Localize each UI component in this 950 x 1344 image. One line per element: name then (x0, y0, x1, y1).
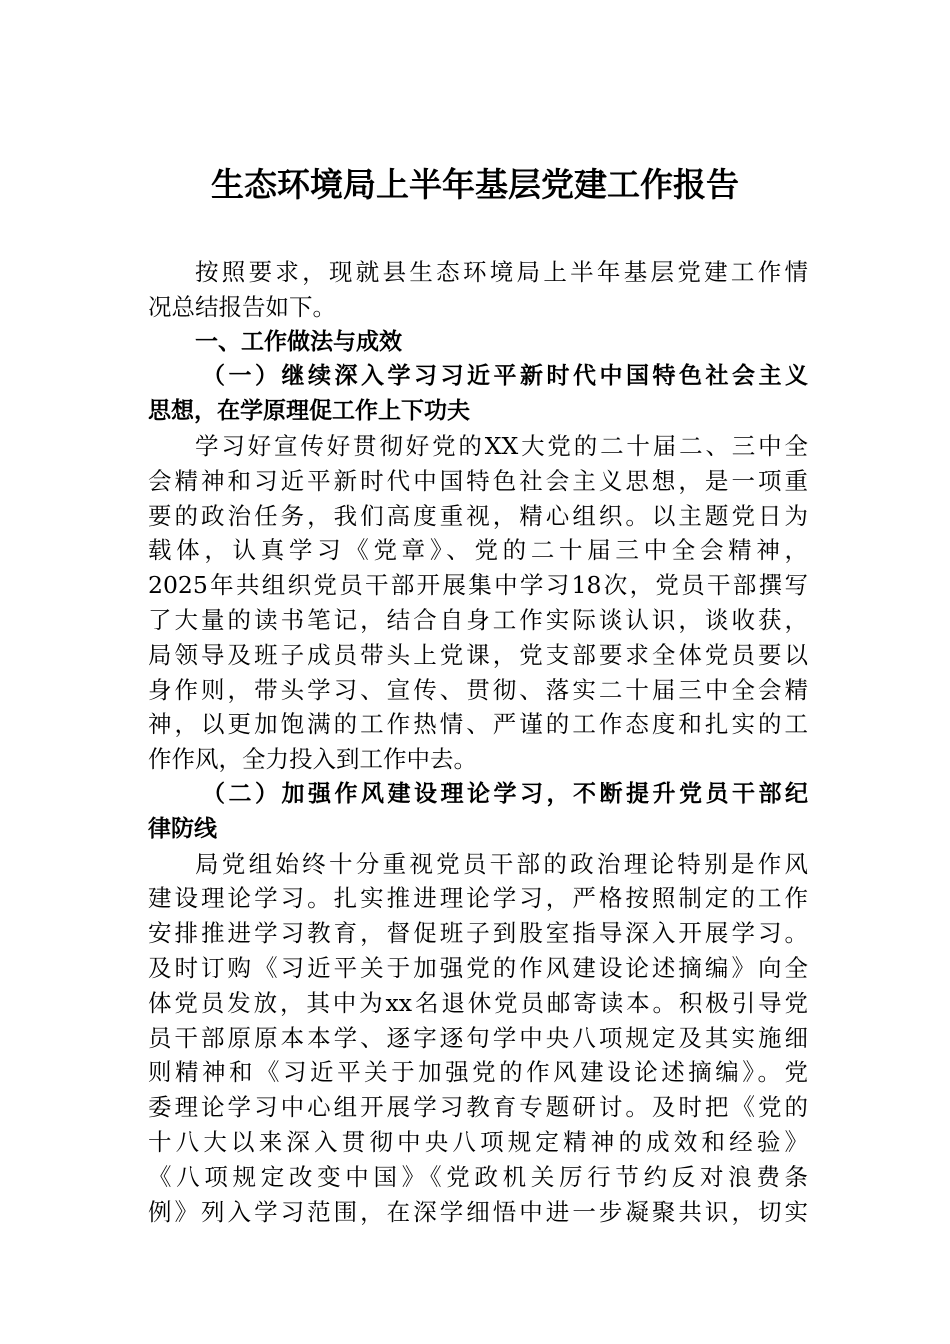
document-body (148, 255, 808, 1229)
paragraph-line: 例》列入学习范围，在深学细悟中进一步凝聚共识，切实 (148, 1197, 808, 1226)
paragraph-line: 委理论学习中心组开展学习教育专题研讨。及时把《党的 (148, 1093, 808, 1122)
paragraph-line: 局领导及班子成员带头上党课，党支部要求全体党员要以 (148, 640, 808, 669)
paragraph-line: 则精神和《习近平关于加强党的作风建设论述摘编》。党 (148, 1058, 808, 1087)
paragraph-line: 了大量的读书笔记，结合自身工作实际谈认识，谈收获， (148, 605, 808, 634)
paragraph-line: 2025年共组织党员干部开展集中学习18次，党员干部撰写 (148, 571, 808, 600)
subsection-heading: 律防线 (148, 814, 217, 842)
intro-line: 况总结报告如下。 (148, 292, 336, 321)
paragraph-line: 学习好宣传好贯彻好党的XX大党的二十届二、三中全 (195, 431, 808, 460)
paragraph-line: 神，以更加饱满的工作热情、严谨的工作态度和扎实的工 (148, 710, 808, 739)
paragraph-line: 局党组始终十分重视党员干部的政治理论特别是作风 (195, 849, 808, 878)
paragraph-line: 体党员发放，其中为xx名退休党员邮寄读本。积极引导党 (148, 988, 808, 1017)
paragraph-line: 会精神和习近平新时代中国特色社会主义思想，是一项重 (148, 466, 808, 495)
paragraph-line: 及时订购《习近平关于加强党的作风建设论述摘编》向全 (148, 953, 808, 982)
paragraph-line: 《八项规定改变中国》《党政机关厉行节约反对浪费条 (148, 1162, 808, 1191)
paragraph-line: 载体，认真学习《党章》、党的二十届三中全会精神， (148, 536, 808, 565)
subsection-heading: （一）继续深入学习习近平新时代中国特色社会主义 (202, 362, 808, 390)
paragraph-line: 身作则，带头学习、宣传、贯彻、落实二十届三中全会精 (148, 675, 808, 704)
document-title: 生态环境局上半年基层党建工作报告 (211, 165, 739, 204)
paragraph-line: 员干部原原本本学、逐字逐句学中央八项规定及其实施细 (148, 1023, 808, 1052)
intro-line: 按照要求，现就县生态环境局上半年基层党建工作情 (195, 258, 808, 286)
paragraph-line: 安排推进学习教育，督促班子到股室指导深入开展学习。 (148, 919, 808, 948)
paragraph-line: 作作风，全力投入到工作中去。 (148, 745, 477, 774)
subsection-heading: 思想，在学原理促工作上下功夫 (148, 397, 470, 425)
paragraph-line: 十八大以来深入贯彻中央八项规定精神的成效和经验》 (148, 1127, 808, 1156)
section-heading: 一、工作做法与成效 (195, 328, 402, 355)
paragraph-line: 要的政治任务，我们高度重视，精心组织。以主题党日为 (148, 501, 808, 530)
subsection-heading: （二）加强作风建设理论学习，不断提升党员干部纪 (202, 779, 808, 807)
paragraph-line: 建设理论学习。扎实推进理论学习，严格按照制定的工作 (148, 884, 808, 913)
